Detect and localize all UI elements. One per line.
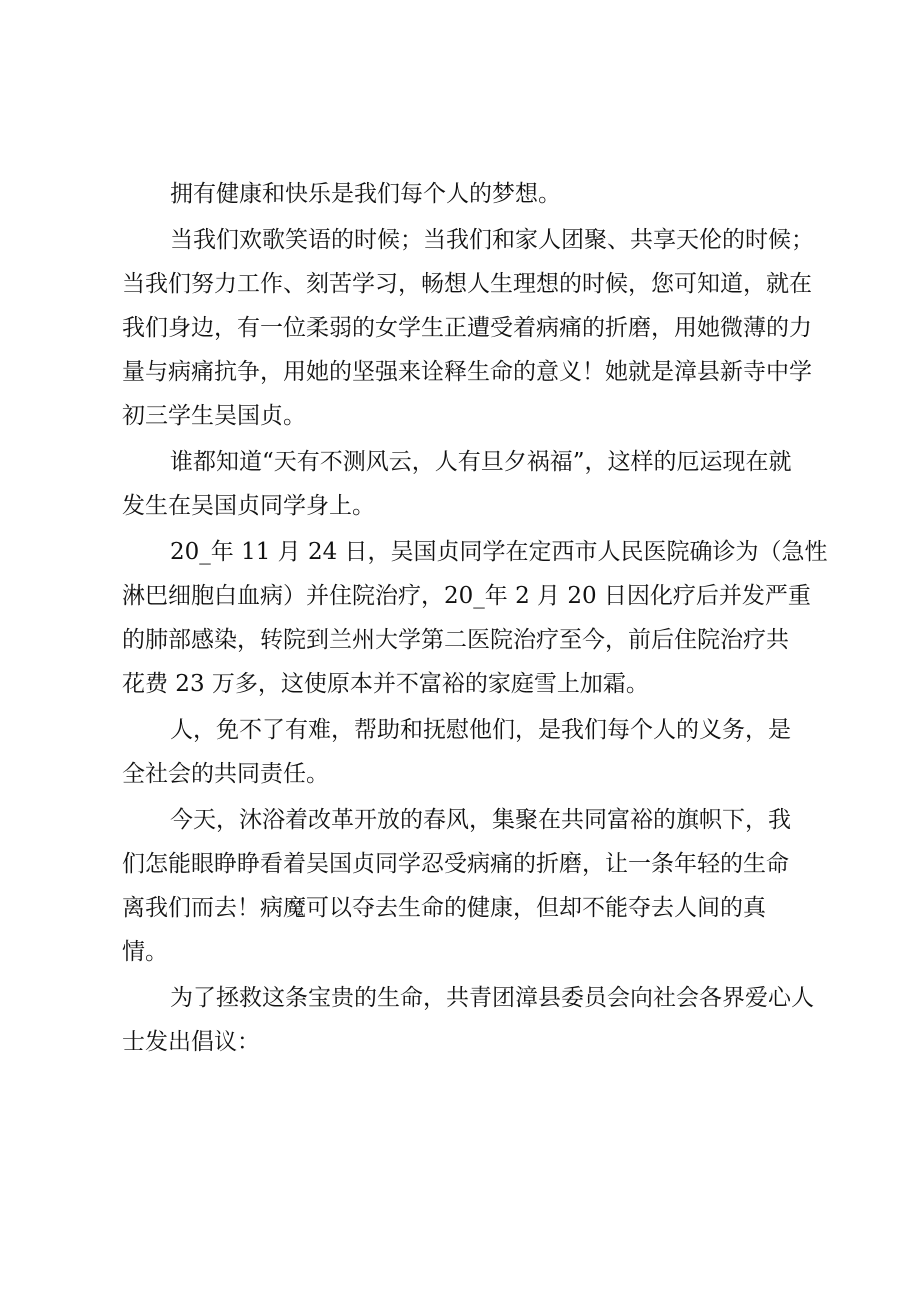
text-line: 离我们而去！病魔可以夺去生命的健康，但却不能夺去人间的真 [122,895,766,921]
paragraph-3 [122,440,822,528]
document-body [122,172,828,1064]
text-line: 为了拯救这条宝贵的生命，共青团漳县委员会向社会各界爱心人 [170,985,814,1011]
text-line: 士发出倡议： [122,1029,260,1055]
text-line: 20_年 11 月 24 日，吴国贞同学在定西市人民医院确诊为（急性 [170,539,828,565]
text-line: 情。 [122,939,168,965]
paragraph-1 [122,172,822,216]
text-line: 全社会的共同责任。 [122,761,329,787]
paragraph-6 [122,798,822,974]
text-line: 今天，沐浴着改革开放的春风，集聚在共同富裕的旗帜下，我 [170,807,791,833]
text-line: 当我们欢歌笑语的时候；当我们和家人团聚、共享天伦的时候； [170,227,814,253]
text-line: 发生在吴国贞同学身上。 [122,493,375,519]
paragraph-4 [122,530,828,706]
paragraph-5 [122,708,822,796]
text-line: 拥有健康和快乐是我们每个人的梦想。 [170,181,561,207]
text-line: 初三学生吴国贞。 [122,403,306,429]
text-line: 当我们努力工作、刻苦学习，畅想人生理想的时候，您可知道，就在 [122,271,812,297]
text-line: 量与病痛抗争，用她的坚强来诠释生命的意义！她就是漳县新寺中学 [122,359,812,385]
paragraph-2 [122,218,822,438]
text-line: 我们身边，有一位柔弱的女学生正遭受着病痛的折磨，用她微薄的力 [122,315,812,341]
text-line: 淋巴细胞白血病）并住院治疗，20_年 2 月 20 日因化疗后并发严重 [122,583,811,609]
paragraph-7 [122,976,822,1064]
text-line: 们怎能眼睁睁看着吴国贞同学忍受病痛的折磨，让一条年轻的生命 [122,851,789,877]
text-line: 花费 23 万多，这使原本并不富裕的家庭雪上加霜。 [122,671,649,697]
text-line: 的肺部感染，转院到兰州大学第二医院治疗至今，前后住院治疗共 [122,627,789,653]
text-line: 人，免不了有难，帮助和抚慰他们，是我们每个人的义务，是 [170,717,791,743]
text-line: 谁都知道“天有不测风云，人有旦夕祸福”，这样的厄运现在就 [170,449,792,475]
